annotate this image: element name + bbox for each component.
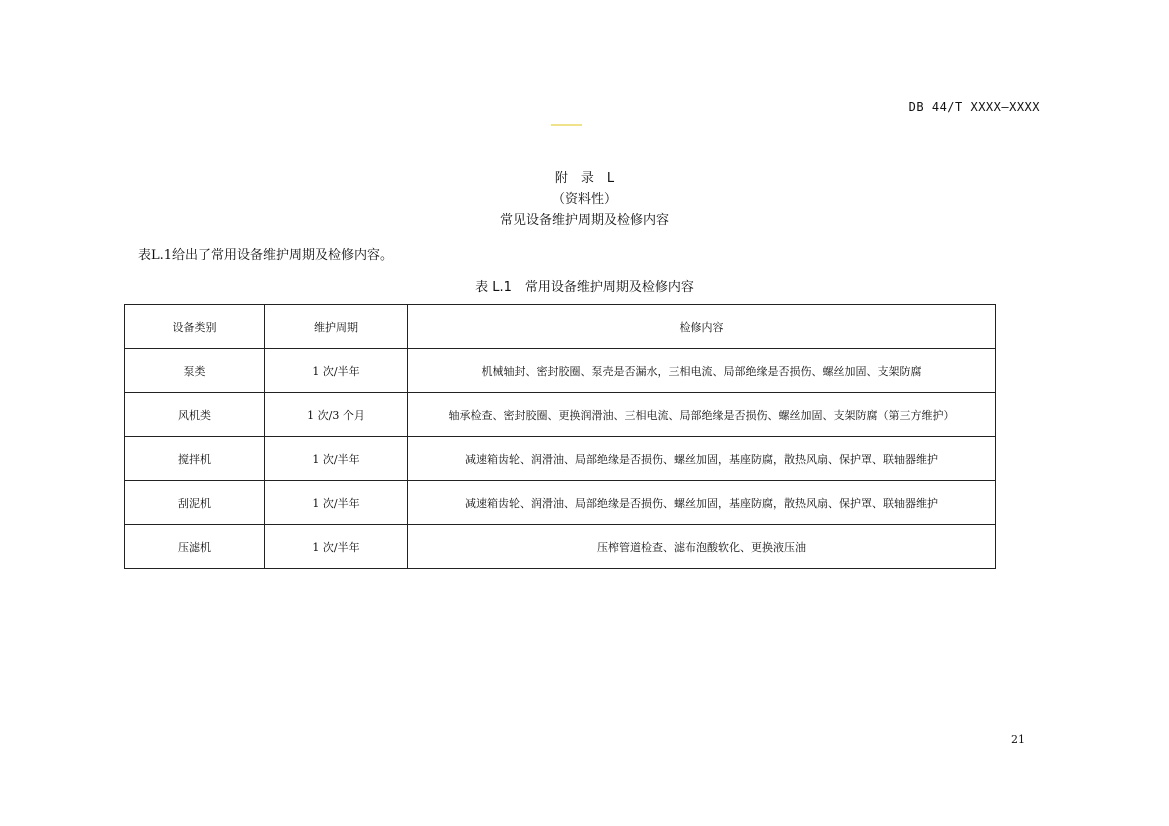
- table-row: [125, 525, 996, 569]
- inspection-content-cell: 减速箱齿轮、润滑油、局部绝缘是否损伤、螺丝加固，基座防腐，散热风扇、保护罩、联轴器维护: [408, 437, 996, 481]
- appendix-title: 常见设备维护周期及检修内容: [499, 213, 669, 228]
- header-inspection-content: 检修内容: [408, 305, 996, 349]
- appendix-label: 附 录 L: [554, 171, 615, 186]
- equipment-type-cell: 泵类: [125, 349, 265, 393]
- maintenance-period-cell: 1 次/半年: [265, 481, 408, 525]
- inspection-content-cell: 机械轴封、密封胶圈、泵壳是否漏水，三相电流、局部绝缘是否损伤、螺丝加固、支架防腐: [408, 349, 996, 393]
- equipment-type-cell: 刮泥机: [125, 481, 265, 525]
- inspection-content-cell: 减速箱齿轮、润滑油、局部绝缘是否损伤、螺丝加固，基座防腐，散热风扇、保护罩、联轴器维护: [408, 481, 996, 525]
- header-equipment-type: 设备类别: [125, 305, 265, 349]
- maintenance-period-cell: 1 次/半年: [265, 349, 408, 393]
- maintenance-table: [124, 304, 996, 569]
- maintenance-period-cell: 1 次/半年: [265, 437, 408, 481]
- table-row: [125, 481, 996, 525]
- header-maintenance-period: 维护周期: [265, 305, 408, 349]
- table-row: [125, 437, 996, 481]
- equipment-type-cell: 风机类: [125, 393, 265, 437]
- equipment-type-cell: 压滤机: [125, 525, 265, 569]
- equipment-type-cell: 搅拌机: [125, 437, 265, 481]
- decorative-mark: [551, 124, 582, 126]
- appendix-nature: （资料性）: [551, 192, 617, 207]
- page-number: 21: [1011, 733, 1025, 746]
- maintenance-period-cell: 1 次/3 个月: [265, 393, 408, 437]
- maintenance-period-cell: 1 次/半年: [265, 525, 408, 569]
- table-caption: 表 L.1 常用设备维护周期及检修内容: [475, 280, 694, 295]
- table-row: [125, 393, 996, 437]
- inspection-content-cell: 轴承检查、密封胶圈、更换润滑油、三相电流、局部绝缘是否损伤、螺丝加固、支架防腐（第三方维护）: [408, 393, 996, 437]
- table-header-row: [125, 305, 996, 349]
- intro-paragraph: 表L.1给出了常用设备维护周期及检修内容。: [138, 248, 394, 263]
- document-code: DB 44/T XXXX—XXXX: [908, 100, 1040, 114]
- table-row: [125, 349, 996, 393]
- inspection-content-cell: 压榨管道检查、滤布泡酸软化、更换液压油: [408, 525, 996, 569]
- appendix-title-block: [0, 168, 1169, 231]
